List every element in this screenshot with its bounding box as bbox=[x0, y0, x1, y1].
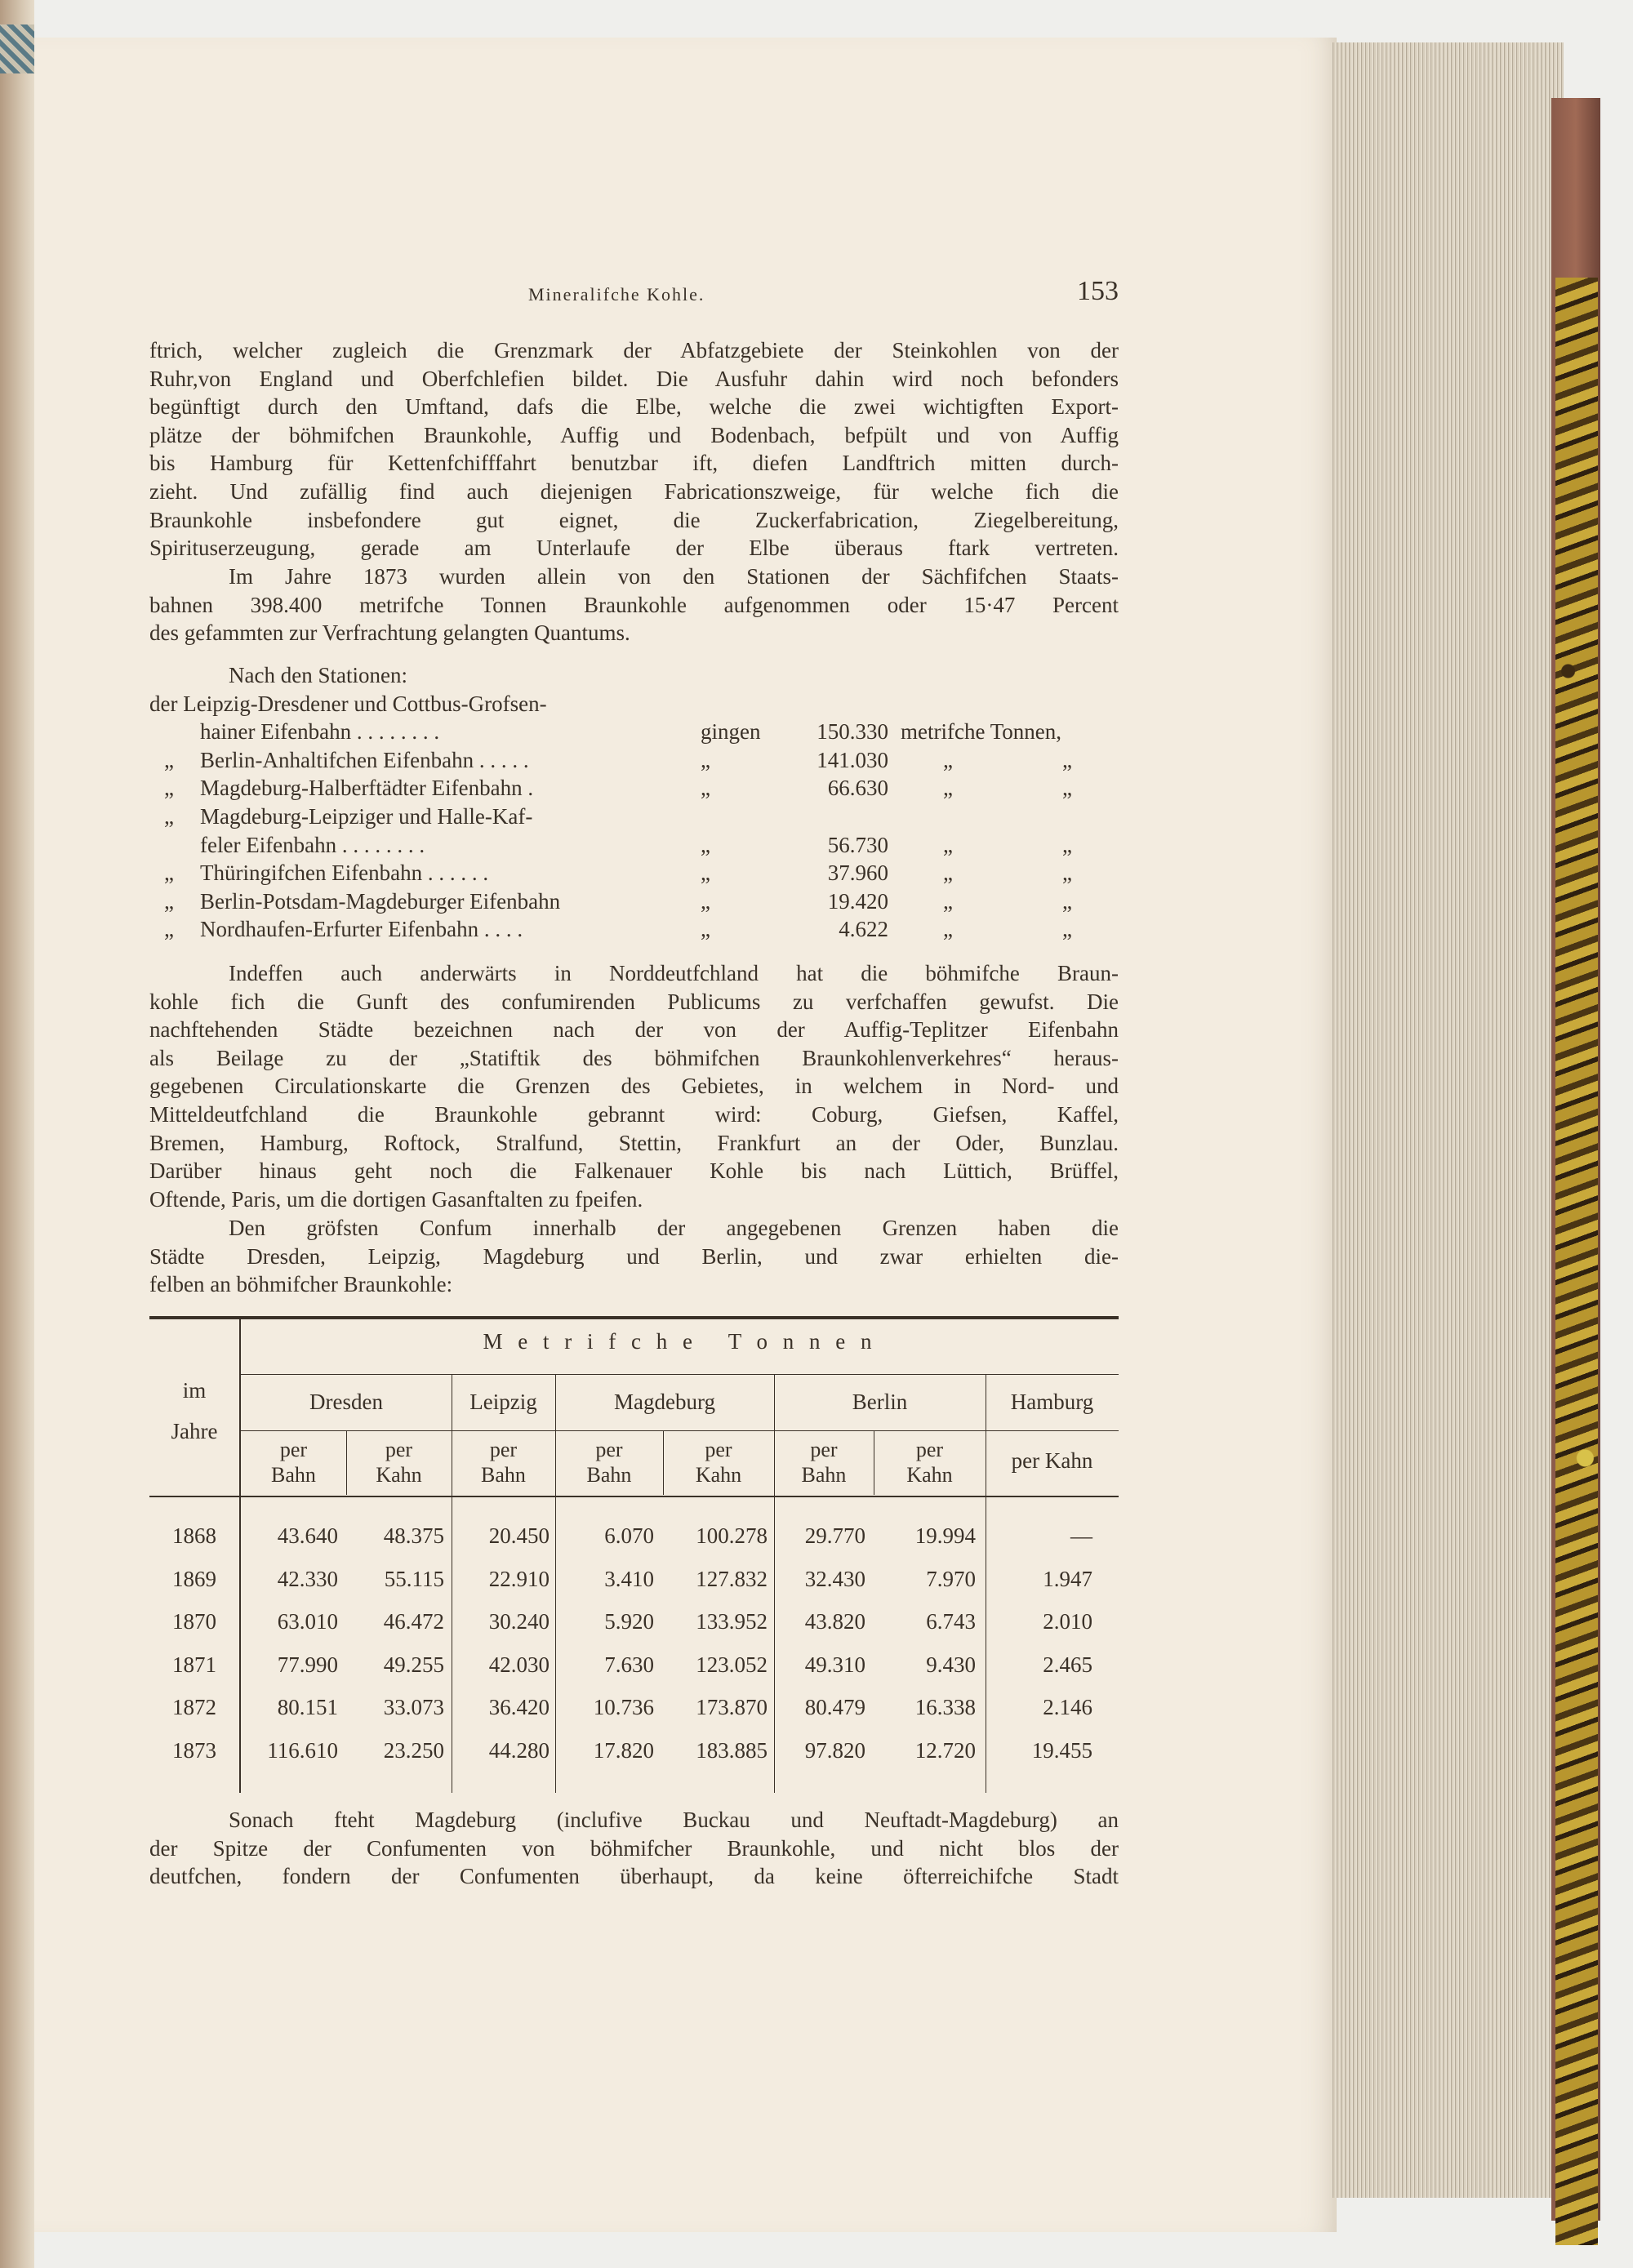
table-cell: 44.280 bbox=[488, 1737, 550, 1763]
text-line: Ruhr,von England und Oberfchlefien bildet. Die Ausfuhr dahin wird noch befonders bbox=[149, 366, 1119, 391]
text-line: Bremen, Hamburg, Roftock, Stralfund, Stettin, Frankfurt an der Oder, Bunzlau. bbox=[149, 1130, 1119, 1155]
station-unit: „ bbox=[943, 917, 953, 942]
station-unit: „ bbox=[943, 776, 953, 801]
table-cell: 20.450 bbox=[488, 1523, 550, 1548]
text-line: Oftende, Paris, um die dortigen Gasanftalten zu fpeifen. bbox=[149, 1186, 643, 1212]
city-magdeburg: Magdeburg bbox=[614, 1390, 715, 1414]
table-year: 1871 bbox=[172, 1652, 216, 1677]
text-line: Im Jahre 1873 wurden allein von den Stationen der Sächfifchen Staats- bbox=[229, 564, 1119, 589]
paragraph-5 bbox=[149, 1806, 1119, 1891]
subhead-per: per bbox=[489, 1438, 518, 1461]
table-cell: 2.465 bbox=[1043, 1652, 1092, 1677]
text-line: bahnen 398.400 metrifche Tonnen Braunkohle aufgenommen oder 15·47 Percent bbox=[149, 592, 1119, 617]
table-cell: 55.115 bbox=[384, 1566, 444, 1591]
station-name: feler Eifenbahn . . . . . . . . bbox=[200, 832, 425, 857]
station-unit: „ bbox=[1062, 832, 1072, 857]
station-ditto-mark: „ bbox=[164, 917, 174, 942]
station-name: hainer Eifenbahn . . . . . . . . bbox=[200, 719, 440, 745]
table-cell: 16.338 bbox=[914, 1695, 976, 1719]
city-berlin: Berlin bbox=[852, 1390, 908, 1414]
paragraph-3-text bbox=[149, 959, 1119, 1213]
station-row bbox=[149, 889, 1119, 918]
station-verb: „ bbox=[701, 776, 710, 801]
marbled-edge bbox=[1555, 278, 1598, 2245]
table-cell: 2.146 bbox=[1043, 1695, 1092, 1719]
station-value: 4.622 bbox=[839, 917, 888, 942]
table-cell: 46.472 bbox=[383, 1609, 444, 1634]
table-cell: 127.832 bbox=[696, 1566, 768, 1591]
text-line: der Spitze der Confumenten von böhmifcher Braunkohle, und nicht blos der bbox=[149, 1835, 1119, 1861]
subhead-mode: Bahn bbox=[271, 1463, 316, 1487]
table-cell: 77.990 bbox=[277, 1652, 338, 1677]
table-header-rule bbox=[149, 1496, 1119, 1497]
station-value: 141.030 bbox=[816, 747, 888, 772]
year-header-line1: im bbox=[182, 1378, 207, 1403]
station-name: Magdeburg-Leipziger und Halle-Kaf- bbox=[200, 803, 533, 829]
subhead-bahn bbox=[555, 1437, 663, 1488]
table-cell: 10.736 bbox=[593, 1695, 654, 1719]
table-cell: 22.910 bbox=[488, 1566, 550, 1591]
station-unit: „ bbox=[943, 747, 953, 772]
table-top-rule bbox=[149, 1316, 1119, 1319]
station-intro bbox=[149, 663, 1119, 692]
subhead-kahn bbox=[663, 1437, 774, 1488]
table-cell: 63.010 bbox=[277, 1609, 338, 1634]
station-name: Berlin-Potsdam-Magdeburger Eifenbahn bbox=[200, 888, 561, 914]
table-cell: 42.030 bbox=[488, 1652, 550, 1677]
station-verb: „ bbox=[701, 917, 710, 942]
text-line: Darüber hinaus geht noch die Falkenauer Kohle bis nach Lüttich, Brüffel, bbox=[149, 1158, 1119, 1184]
station-row bbox=[149, 719, 1119, 748]
table-cell: 32.430 bbox=[804, 1566, 865, 1591]
text-line: Braunkohle insbefondere gut eignet, die Zuckerfabrication, Ziegelbereitung, bbox=[149, 507, 1119, 532]
station-value: 66.630 bbox=[827, 776, 888, 801]
station-verb: „ bbox=[701, 832, 710, 857]
text-line: Spirituserzeugung, gerade am Unterlaufe der Elbe überaus ftark vertreten. bbox=[149, 536, 1119, 561]
spine-cloth bbox=[0, 24, 34, 73]
subhead-per: per bbox=[279, 1438, 308, 1461]
subhead-per: per bbox=[810, 1438, 838, 1461]
subhead-per: per bbox=[705, 1438, 732, 1461]
station-row bbox=[149, 917, 1119, 945]
table-cell: 133.952 bbox=[696, 1609, 768, 1634]
station-row bbox=[149, 804, 1119, 833]
subhead-kahn bbox=[874, 1437, 986, 1488]
table-cell: 116.610 bbox=[267, 1737, 338, 1763]
subhead-mode: Kahn bbox=[376, 1463, 422, 1487]
table-cell: 100.278 bbox=[696, 1523, 768, 1548]
table-cell: 48.375 bbox=[383, 1523, 444, 1548]
station-name: Thüringifchen Eifenbahn . . . . . . bbox=[200, 861, 489, 886]
table-year: 1868 bbox=[172, 1523, 216, 1548]
text-line: begünftigt durch den Umftand, dafs die Elbe, welche die zwei wichtigften Export- bbox=[149, 394, 1119, 420]
subhead-bahn bbox=[452, 1437, 555, 1488]
subhead-bahn bbox=[774, 1437, 874, 1488]
table-cell: 2.010 bbox=[1043, 1609, 1092, 1634]
subhead-per: per bbox=[385, 1438, 413, 1461]
table-spanner-rule bbox=[241, 1374, 1119, 1375]
text-line: kohle fich die Gunft des confumirenden Publicums zu verfchaffen gewufst. Die bbox=[149, 989, 1119, 1014]
table-cell: 80.479 bbox=[804, 1695, 865, 1719]
station-row bbox=[149, 833, 1119, 861]
table-cell: 7.630 bbox=[604, 1652, 654, 1677]
table-cell: 9.430 bbox=[926, 1652, 976, 1677]
station-verb: gingen bbox=[701, 719, 761, 745]
subhead-per: per bbox=[915, 1438, 944, 1461]
year-header-line2: Jahre bbox=[171, 1419, 218, 1443]
table-cell: 123.052 bbox=[696, 1652, 768, 1677]
text-line: des gefammten zur Verfrachtung gelangten Quantums. bbox=[149, 620, 630, 646]
text-line: Mitteldeutfchland die Braunkohle gebrannt wird: Coburg, Giefsen, Kaffel, bbox=[149, 1101, 1119, 1127]
station-unit: „ bbox=[943, 888, 953, 914]
table-cell: 19.994 bbox=[914, 1523, 976, 1548]
table-cell: 1.947 bbox=[1043, 1566, 1092, 1591]
page-stack-edge bbox=[1331, 42, 1564, 2198]
station-unit: „ bbox=[1062, 888, 1072, 914]
station-unit: metrifche Tonnen, bbox=[901, 719, 1062, 745]
table-cell: 30.240 bbox=[488, 1609, 550, 1634]
station-verb: „ bbox=[701, 747, 710, 772]
city-leipzig: Leipzig bbox=[469, 1390, 537, 1414]
year-header bbox=[149, 1370, 239, 1452]
paragraph-2-text bbox=[149, 563, 1119, 647]
page-number: 153 bbox=[1077, 276, 1119, 306]
table-cell: 23.250 bbox=[383, 1737, 444, 1763]
city-hamburg: Hamburg bbox=[1010, 1390, 1094, 1414]
station-rows bbox=[149, 719, 1119, 945]
paragraph-5-text bbox=[149, 1806, 1119, 1891]
station-first-prefix-text: der Leipzig-Dresdener und Cottbus-Grofsen- bbox=[149, 691, 547, 716]
table-cell: 6.070 bbox=[604, 1523, 654, 1548]
paragraph-4 bbox=[149, 1214, 1119, 1299]
station-row bbox=[149, 776, 1119, 804]
table-cell: 173.870 bbox=[696, 1695, 768, 1719]
running-head bbox=[149, 276, 1119, 317]
station-value: 150.330 bbox=[816, 719, 888, 745]
station-ditto-mark: „ bbox=[164, 888, 174, 914]
text-line: plätze der böhmifchen Braunkohle, Auffig und Bodenbach, befpült und von Auffig bbox=[149, 422, 1119, 447]
subhead-kahn bbox=[346, 1437, 452, 1488]
table-cell: 43.640 bbox=[277, 1523, 338, 1548]
text-line: bis Hamburg für Kettenfchifffahrt benutzbar ift, diefen Landftrich mitten durch- bbox=[149, 451, 1119, 476]
station-unit: „ bbox=[1062, 747, 1072, 772]
station-ditto-mark: „ bbox=[164, 776, 174, 801]
table-cell: 5.920 bbox=[604, 1609, 654, 1634]
city-dresden: Dresden bbox=[309, 1390, 383, 1414]
text-line: Den gröfsten Confum innerhalb der angegebenen Grenzen haben die bbox=[229, 1216, 1119, 1240]
table-cell: 12.720 bbox=[914, 1737, 976, 1763]
station-unit: „ bbox=[943, 832, 953, 857]
table-cell: 49.310 bbox=[804, 1652, 865, 1677]
table-cell: 36.420 bbox=[488, 1695, 550, 1719]
subhead-mode: Bahn bbox=[481, 1463, 526, 1487]
subhead-mode: Bahn bbox=[586, 1463, 632, 1487]
table-cell: 17.820 bbox=[593, 1737, 654, 1763]
station-value: 19.420 bbox=[827, 888, 888, 914]
text-line: ftrich, welcher zugleich die Grenzmark der Abfatzgebiete der Steinkohlen von der bbox=[149, 338, 1119, 362]
paragraph-4-text bbox=[149, 1214, 1119, 1299]
text-line: Städte Dresden, Leipzig, Magdeburg und Berlin, und zwar erhielten die- bbox=[149, 1243, 1119, 1269]
station-list bbox=[149, 663, 1119, 945]
subhead-bahn bbox=[241, 1437, 346, 1488]
subhead-per: per bbox=[595, 1438, 623, 1461]
station-intro-text: Nach den Stationen: bbox=[229, 663, 407, 687]
table-cell: 29.770 bbox=[804, 1523, 865, 1548]
table-cell: 80.151 bbox=[277, 1695, 338, 1719]
station-row bbox=[149, 861, 1119, 889]
station-row bbox=[149, 748, 1119, 776]
subhead-mode: Bahn bbox=[801, 1463, 847, 1487]
station-unit: „ bbox=[1062, 861, 1072, 886]
station-name: Nordhaufen-Erfurter Eifenbahn . . . . bbox=[200, 917, 523, 942]
running-head-title: Mineralifche Kohle. bbox=[528, 284, 705, 305]
paragraph-2 bbox=[149, 563, 1119, 647]
station-unit: „ bbox=[1062, 917, 1072, 942]
text-line: Sonach fteht Magdeburg (inclufive Buckau und Neuftadt-Magdeburg) an bbox=[229, 1808, 1119, 1832]
table-cell: 49.255 bbox=[383, 1652, 444, 1677]
table-cell: 42.330 bbox=[277, 1566, 338, 1591]
table-cell: — bbox=[1070, 1523, 1092, 1548]
paragraph-1-text bbox=[149, 336, 1119, 563]
text-line: als Beilage zu der „Statiftik des böhmifchen Braunkohlenverkehres“ heraus- bbox=[149, 1045, 1119, 1070]
station-verb: „ bbox=[701, 888, 710, 914]
table-cell: 183.885 bbox=[696, 1737, 768, 1763]
text-line: nachftehenden Städte bezeichnen nach der von der Auffig-Teplitzer Eifenbahn bbox=[149, 1017, 1119, 1043]
station-first-prefix bbox=[149, 692, 1119, 720]
paragraph-3 bbox=[149, 959, 1119, 1213]
station-value: 37.960 bbox=[827, 861, 888, 886]
text-line: Indeffen auch anderwärts in Norddeutfchland hat die böhmifche Braun- bbox=[229, 961, 1119, 985]
table-cell: 33.073 bbox=[383, 1695, 444, 1719]
table-cell: 43.820 bbox=[804, 1609, 865, 1634]
station-ditto-mark: „ bbox=[164, 861, 174, 886]
table-cell: 7.970 bbox=[926, 1566, 976, 1591]
table-cell: 3.410 bbox=[604, 1566, 654, 1591]
table-year: 1873 bbox=[172, 1737, 216, 1763]
station-value: 56.730 bbox=[827, 832, 888, 857]
text-line: zieht. Und zufällig find auch diejenigen Fabricationszweige, für welche fich die bbox=[149, 478, 1119, 504]
station-verb: „ bbox=[701, 861, 710, 886]
table-year: 1870 bbox=[172, 1609, 216, 1634]
station-ditto-mark: „ bbox=[164, 747, 174, 772]
subhead-hamburg-per-kahn: per Kahn bbox=[1011, 1448, 1093, 1473]
text-line: felben an böhmifcher Braunkohle: bbox=[149, 1272, 453, 1297]
table-cell: 97.820 bbox=[804, 1737, 865, 1763]
text-line: deutfchen, fondern der Confumenten überhaupt, da keine öfterreichifche Stadt bbox=[149, 1864, 1119, 1889]
previous-page-edge bbox=[0, 0, 34, 2268]
subhead-mode: Kahn bbox=[695, 1463, 742, 1487]
station-ditto-mark: „ bbox=[164, 803, 174, 829]
station-name: Magdeburg-Halberftädter Eifenbahn . bbox=[200, 776, 534, 801]
table-cell: 19.455 bbox=[1031, 1737, 1092, 1763]
station-unit: „ bbox=[943, 861, 953, 886]
table-year: 1872 bbox=[172, 1695, 216, 1719]
station-name: Berlin-Anhaltifchen Eifenbahn . . . . . bbox=[200, 747, 529, 772]
text-line: gegebenen Circulationskarte die Grenzen des Gebietes, in welchem in Nord- und bbox=[149, 1074, 1119, 1099]
consumption-table bbox=[149, 1316, 1119, 1799]
table-spanner: M e t r i f c h e T o n n e n bbox=[483, 1329, 877, 1354]
paragraph-1 bbox=[149, 336, 1119, 563]
station-unit: „ bbox=[1062, 776, 1072, 801]
table-city-rule bbox=[241, 1430, 1119, 1431]
table-cell: 6.743 bbox=[926, 1609, 976, 1634]
subhead-mode: Kahn bbox=[906, 1463, 953, 1487]
table-year: 1869 bbox=[172, 1566, 216, 1591]
